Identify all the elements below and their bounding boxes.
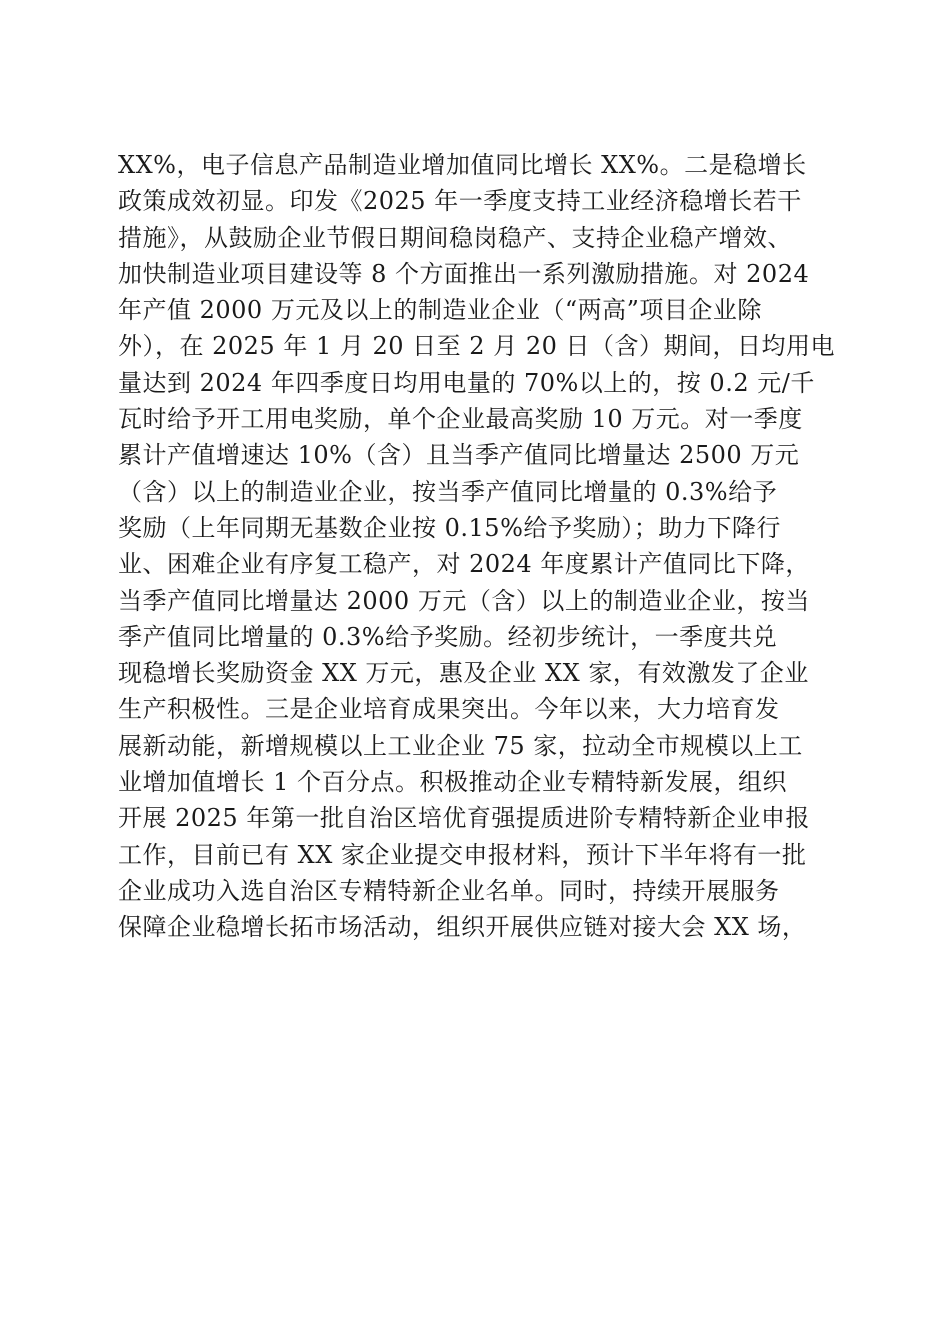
text-line: 加快制造业项目建设等 8 个方面推出一系列激励措施。对 2024: [118, 259, 810, 288]
text-line: 生产积极性。三是企业培育成果突出。今年以来，大力培育发: [118, 695, 780, 724]
text-line: 措施》，从鼓励企业节假日期间稳岗稳产、支持企业稳产增效、: [118, 223, 792, 252]
text-line: 工作，目前已有 XX 家企业提交申报材料，预计下半年将有一批: [118, 840, 807, 869]
body-paragraph: [118, 147, 838, 946]
text-line: 业增加值增长 1 个百分点。积极推动企业专精特新发展，组织: [118, 768, 788, 797]
text-line: 开展 2025 年第一批自治区培优育强提质进阶专精特新企业申报: [118, 804, 810, 833]
text-line: 奖励（上年同期无基数企业按 0.15%给予奖励）；助力下降行: [118, 513, 781, 542]
text-line: 累计产值增速达 10%（含）且当季产值同比增量达 2500 万元: [118, 441, 800, 470]
text-line: 保障企业稳增长拓市场活动，组织开展供应链对接大会 XX 场，: [118, 913, 807, 942]
text-line: 企业成功入选自治区专精特新企业名单。同时，持续开展服务: [118, 876, 780, 905]
text-line: 当季产值同比增量达 2000 万元（含）以上的制造业企业，按当: [118, 586, 810, 615]
text-line: 瓦时给予开工用电奖励，单个企业最高奖励 10 万元。对一季度: [118, 405, 803, 434]
text-line: 量达到 2024 年四季度日均用电量的 70%以上的，按 0.2 元/千: [118, 368, 815, 397]
text-line: 现稳增长奖励资金 XX 万元，惠及企业 XX 家，有效激发了企业: [118, 659, 809, 688]
text-line: XX%，电子信息产品制造业增加值同比增长 XX%。二是稳增长: [118, 151, 807, 179]
text-line: 展新动能，新增规模以上工业企业 75 家，拉动全市规模以上工: [118, 731, 803, 760]
text-line: （含）以上的制造业企业，按当季产值同比增量的 0.3%给予: [118, 477, 778, 506]
text-line: 季产值同比增量的 0.3%给予奖励。经初步统计，一季度共兑: [118, 622, 778, 651]
text-line: 业、困难企业有序复工稳产，对 2024 年度累计产值同比下降，: [118, 550, 810, 579]
text-line: 外），在 2025 年 1 月 20 日至 2 月 20 日（含）期间，日均用电: [118, 332, 835, 361]
text-line: 年产值 2000 万元及以上的制造业企业（“两高”项目企业除: [118, 296, 762, 325]
text-line: 政策成效初显。印发《2025 年一季度支持工业经济稳增长若干: [118, 187, 802, 216]
